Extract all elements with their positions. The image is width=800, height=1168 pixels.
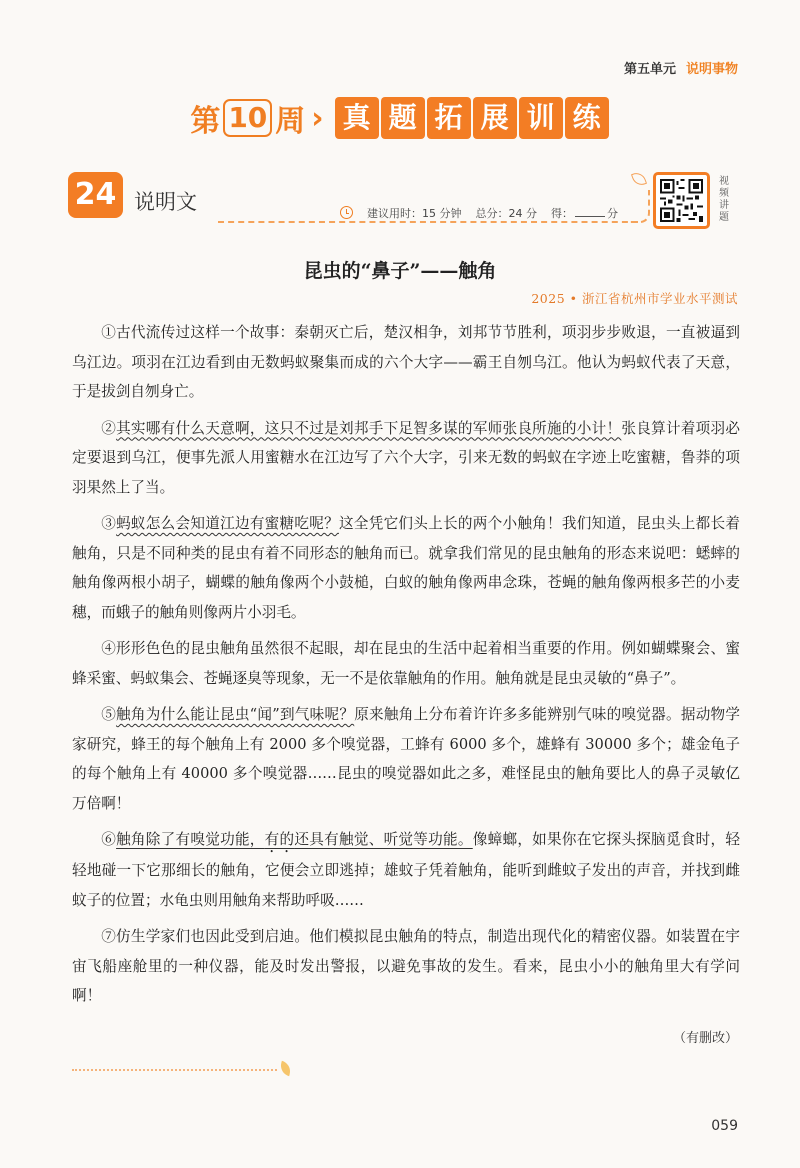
leaf-icon (279, 1061, 293, 1076)
article-title: 昆虫的“鼻子”——触角 (303, 260, 497, 282)
paragraph-text: 这全凭它们头上长的两个小触角！我们知道，昆虫头上都长着触角，只是不同种类的昆虫有着不同形态的触角而已。就拿我们常见的昆虫触角的形态来说吧：蟋蟀的触角像两根小胡子，蝴蝶的触角像两个小鼓槌，白蚁的触角像两串念珠，苍蝇的触角像两根多芒的小麦穗，而蛾子的触角则像两片小羽毛。 (72, 515, 740, 621)
paragraph-5 (72, 700, 740, 818)
total-score: 总分：24 分 (475, 207, 537, 220)
paragraph-number: ⑥ (101, 831, 117, 848)
paragraph-text: 原来触角上分布着许许多多能辨别气味的嗅觉器。据动物学家研究，蜂王的每个触角上有 2000 多个嗅觉器，工蜂有 6000 多个，雄蜂有 30000 多个；雄金龟子的每个触角上有 40000 多个嗅觉器……昆虫的嗅觉器如此之多，难怪昆虫的触角要比人的鼻子灵敏亿万倍啊！ (72, 706, 740, 812)
paragraph-4: ④形形色色的昆虫触角虽然很不起眼，却在昆虫的生活中起着相当重要的作用。例如蝴蝶聚会、蜜蜂采蜜、蚂蚁集会、苍蝇逐臭等现象，无一不是依靠触角的作用。触角就是昆虫灵敏的“鼻子”。 (72, 640, 740, 687)
paragraph-2 (72, 414, 740, 503)
page-number: 059 (711, 1118, 738, 1134)
suggested-time: 建议用时：15 分钟 (367, 207, 462, 220)
score-unit: 分 (607, 207, 618, 220)
paragraph-text: 像蟑螂，如果你在它探头探脑觅食时，轻轻地碰一下它那细长的触角，它便会立即逃掉；雄蚊子凭着触角，能听到雌蚊子发出的声音，并找到雌蚊子的位置；水龟虫则用触角来帮助呼吸…… (72, 831, 740, 909)
paragraph-7: ⑦仿生学家们也因此受到启迪。他们模拟昆虫触角的特点，制造出现代化的精密仪器。如装置在宇宙飞船座舱里的一种仪器，能及时发出警报，以避免事故的发生。看来，昆虫小小的触角里大有学问啊！ (72, 928, 740, 1004)
video-explain-label: 视频讲题 (719, 176, 729, 223)
title-box: 拓 (427, 97, 471, 139)
score-got-label: 得： (551, 207, 573, 220)
wavy-underline-text: 蚂蚁怎么会知道江边有蜜糖吃呢？ (116, 515, 339, 532)
wavy-underline-text: 其实哪有什么天意啊，这只不过是刘邦手下足智多谋的军师张良所施的小计！ (116, 419, 622, 437)
dashed-divider (218, 221, 638, 223)
paragraph-3 (72, 509, 740, 627)
paragraph-number: ② (101, 419, 117, 437)
week-title (0, 96, 800, 140)
paragraph-1: ①古代流传过这样一个故事：秦朝灭亡后，楚汉相争，刘邦节节胜利，项羽步步败退，一直被逼到乌江边。项羽在江边看到由无数蚂蚁聚集而成的六个大字——霸王自刎乌江。他认为蚂蚁代表了天意，于是拔剑自刎身亡。 (72, 324, 740, 400)
paragraph-6 (72, 825, 740, 915)
score-blank[interactable] (575, 207, 605, 217)
chevron-right-icon: › (311, 100, 324, 136)
lesson-number: 24 (68, 172, 123, 218)
lesson-meta (340, 205, 632, 221)
footer-dotted-line (72, 1069, 277, 1071)
week-prefix: 第 (190, 104, 221, 139)
title-box: 题 (381, 97, 425, 139)
article-body (72, 318, 740, 1018)
lesson-type: 说明文 (134, 190, 197, 214)
leaf-icon (631, 170, 647, 187)
paragraph-text: 张良算计着项羽必定要退到乌江，便事先派人用蜜糖水在江边写了六个大字，引来无数的蚂蚁在字迹上吃蜜糖，鲁莽的项羽果然上了当。 (72, 419, 740, 496)
unit-topic: 说明事物 (685, 62, 738, 77)
unit-header (624, 58, 738, 77)
title-box: 展 (473, 97, 517, 139)
qr-code-icon[interactable] (653, 172, 710, 229)
title-box: 训 (519, 97, 563, 139)
wavy-underline-text: 触角为什么能让昆虫“闻”到气味呢？ (116, 706, 355, 723)
title-box: 真 (335, 97, 379, 139)
paragraph-number: ③ (101, 515, 117, 532)
emphasis-dot-text: 有的 (264, 831, 295, 848)
paragraph-number: ⑤ (101, 706, 117, 723)
title-box: 练 (565, 97, 609, 139)
unit-label: 第五单元 (623, 62, 676, 77)
clock-icon (340, 206, 353, 219)
article-source: 2025 • 浙江省杭州市学业水平测试 (531, 291, 738, 306)
abridged-note: （有删改） (672, 1031, 738, 1046)
week-number: 10 (223, 99, 272, 137)
underlined-text: 触角除了有嗅觉功能， (116, 831, 265, 848)
week-suffix: 周 (275, 104, 306, 139)
lesson-bar (68, 172, 738, 234)
underlined-text: 还具有触觉、听觉等功能。 (294, 831, 473, 848)
